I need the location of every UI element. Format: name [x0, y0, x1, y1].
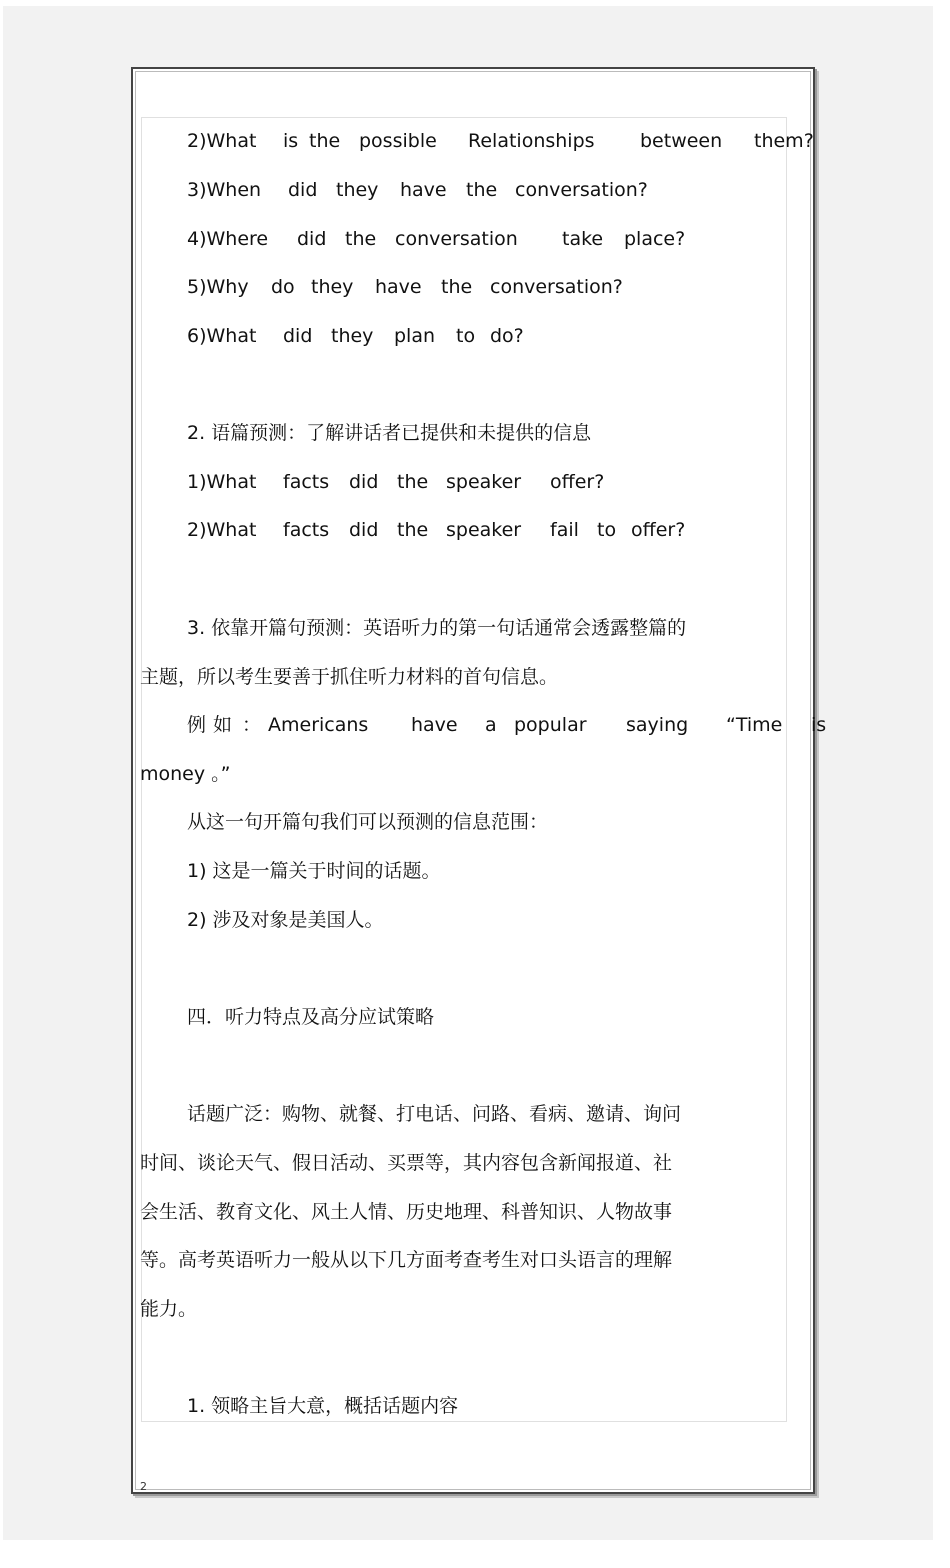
- paragraph-line: 能力。: [140, 1298, 198, 1320]
- word: facts: [283, 519, 330, 541]
- word: Americans: [268, 714, 369, 736]
- word: the: [397, 519, 429, 541]
- word: 6)What: [187, 325, 257, 347]
- word: speaker: [446, 471, 522, 493]
- word: they: [311, 276, 354, 298]
- list-item: 1) 这是一篇关于时间的话题。: [187, 860, 441, 882]
- word: do?: [490, 325, 524, 347]
- word: saying: [626, 714, 689, 736]
- paragraph-line: 会生活、教育文化、风土人情、历史地理、科普知识、人物故事: [140, 1201, 673, 1223]
- word: take: [562, 228, 604, 250]
- word: to: [597, 519, 617, 541]
- word: to: [456, 325, 476, 347]
- section-heading-strategies: 四．听力特点及高分应试策略: [187, 1006, 435, 1028]
- word: did: [288, 179, 318, 201]
- word: 如: [213, 714, 233, 736]
- section-heading-opening-sentence: 3. 依靠开篇句预测：英语听力的第一句话通常会透露整篇的: [187, 617, 687, 639]
- word: have: [400, 179, 447, 201]
- word: between: [640, 130, 723, 152]
- paragraph-line: money 。”: [140, 763, 231, 785]
- word: have: [375, 276, 422, 298]
- word: do: [271, 276, 295, 298]
- word: popular: [514, 714, 587, 736]
- word: the: [441, 276, 473, 298]
- word: the: [397, 471, 429, 493]
- word: plan: [394, 325, 436, 347]
- paragraph-line: 从这一句开篇句我们可以预测的信息范围：: [187, 811, 549, 833]
- list-item: 2) 涉及对象是美国人。: [187, 909, 384, 931]
- subheading-main-idea: 1. 领略主旨大意，概括话题内容: [187, 1395, 459, 1417]
- paragraph-line: 主题，所以考生要善于抓住听力材料的首句信息。: [140, 666, 559, 688]
- paragraph-line: 话题广泛：购物、就餐、打电话、问路、看病、邀请、询问: [187, 1103, 682, 1125]
- word: did: [349, 471, 379, 493]
- word: the: [309, 130, 341, 152]
- word: offer?: [631, 519, 686, 541]
- word: 例: [187, 714, 207, 736]
- word: the: [345, 228, 377, 250]
- paragraph-line: 时间、谈论天气、假日活动、买票等，其内容包含新闻报道、社: [140, 1152, 673, 1174]
- word: conversation?: [490, 276, 623, 298]
- word: they: [336, 179, 379, 201]
- page-number: 2: [140, 1480, 147, 1493]
- word: they: [331, 325, 374, 347]
- word: “Time: [726, 714, 783, 736]
- word: 2)What: [187, 519, 257, 541]
- word: facts: [283, 471, 330, 493]
- word: speaker: [446, 519, 522, 541]
- word: 5)Why: [187, 276, 249, 298]
- word: have: [411, 714, 458, 736]
- word: ：: [242, 714, 262, 736]
- word: them?: [754, 130, 814, 152]
- word: a: [485, 714, 497, 736]
- word: Relationships: [468, 130, 595, 152]
- word: possible: [359, 130, 437, 152]
- word: fail: [550, 519, 579, 541]
- word: 2)What: [187, 130, 257, 152]
- word: the: [466, 179, 498, 201]
- word: is: [283, 130, 299, 152]
- word: conversation?: [515, 179, 648, 201]
- word: offer?: [550, 471, 605, 493]
- word: 4)Where: [187, 228, 269, 250]
- word: 3)When: [187, 179, 262, 201]
- word: did: [283, 325, 313, 347]
- word: 1)What: [187, 471, 257, 493]
- word: is: [811, 714, 827, 736]
- word: conversation: [395, 228, 518, 250]
- word: did: [297, 228, 327, 250]
- paragraph-line: 等。高考英语听力一般从以下几方面考查考生对口头语言的理解: [140, 1249, 673, 1271]
- word: place?: [624, 228, 686, 250]
- section-heading-discourse-prediction: 2. 语篇预测：了解讲话者已提供和未提供的信息: [187, 422, 592, 444]
- word: did: [349, 519, 379, 541]
